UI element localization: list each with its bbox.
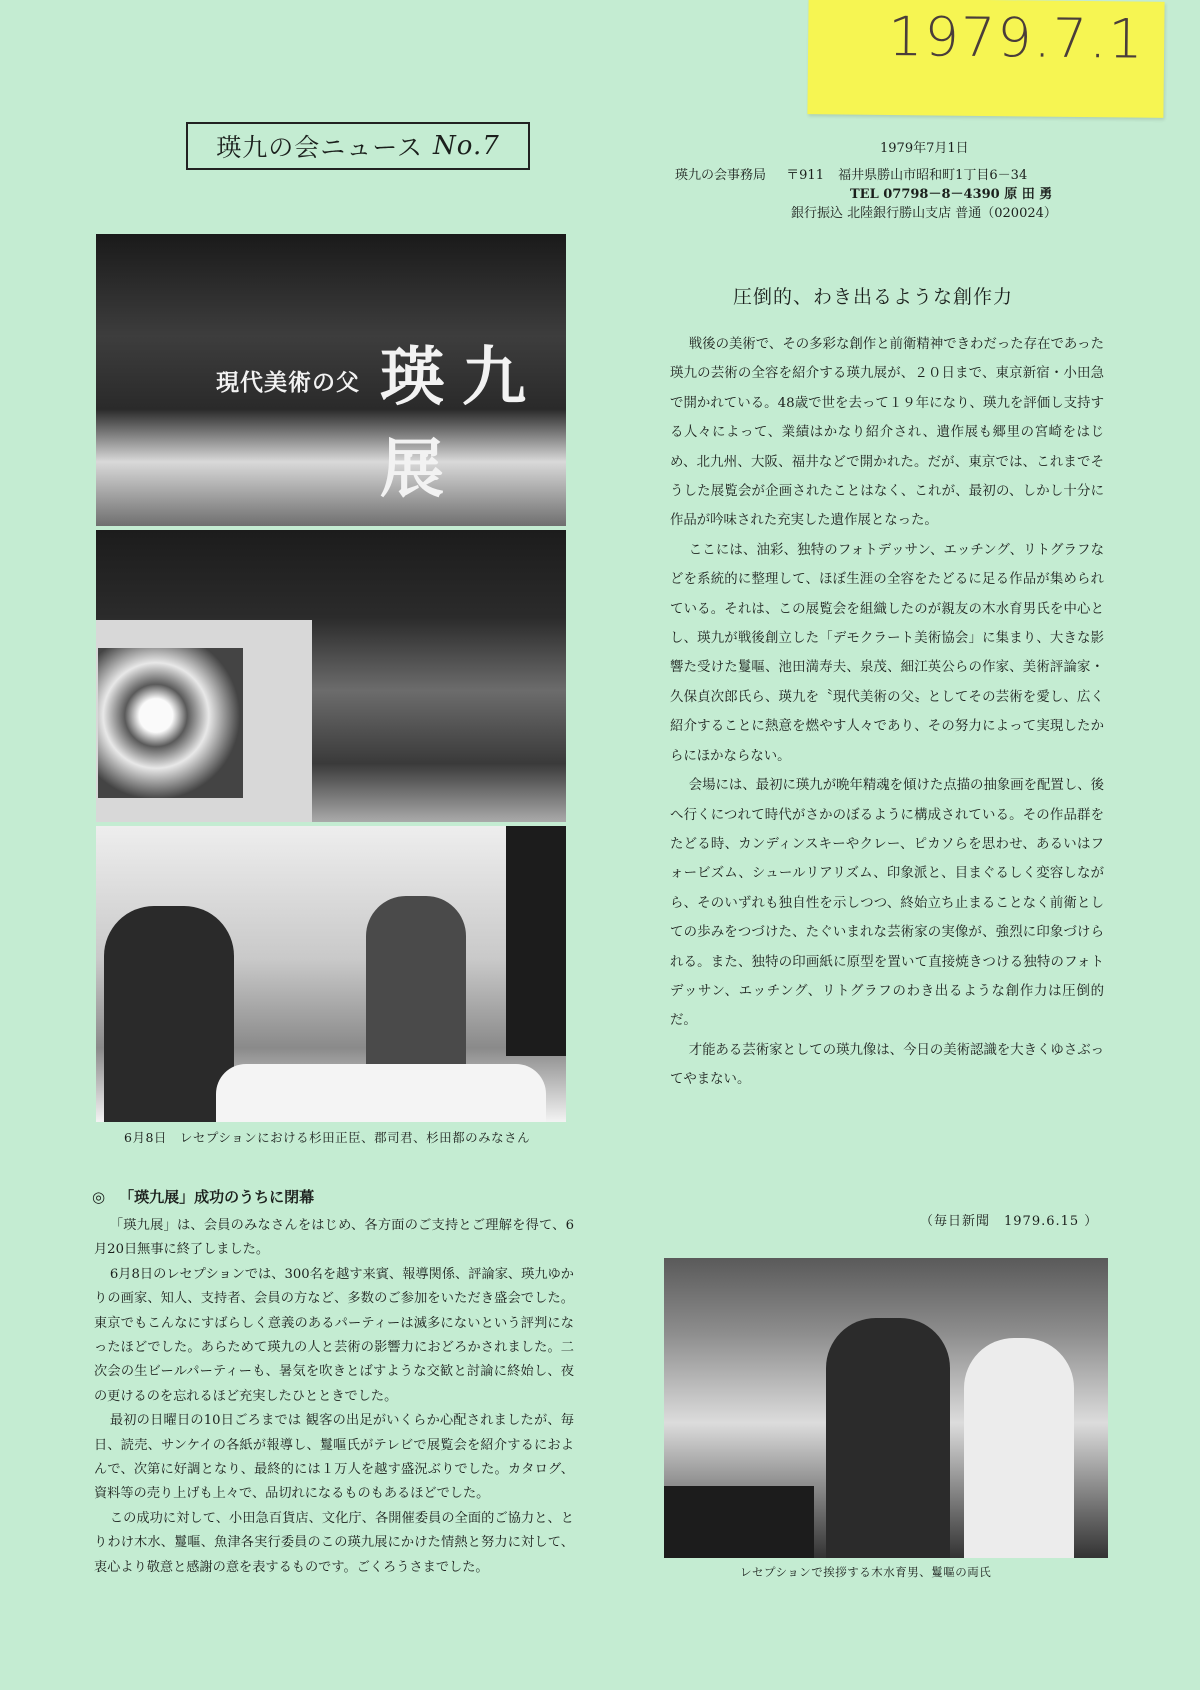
photo-sign-subtitle: 現代美術の父 xyxy=(216,369,360,396)
phone-line: TEL 07798－8－4390 原 田 勇 xyxy=(850,187,1053,202)
report-paragraph: 「瑛九展」は、会員のみなさんをはじめ、各方面のご支持とご理解を得て、6月20日無事に終了しました。 xyxy=(94,1218,574,1258)
report-body xyxy=(94,1214,574,1580)
report-paragraph: この成功に対して、小田急百貨店、文化庁、各開催委員の全面的ご協力と、とりわけ木水、鬘嘔、魚津各実行委員のこの瑛九展にかけた情熱と努力に対して、衷心より敬意と感謝の意を表するものです。ごくろうさまでした。 xyxy=(94,1510,574,1575)
photo-gallery-interior xyxy=(96,530,566,822)
sticky-note-date: 1979.7.1 xyxy=(887,4,1146,71)
speaker-figure xyxy=(826,1318,950,1558)
office-address xyxy=(675,166,1057,223)
photo-reception-speakers xyxy=(96,826,566,1122)
article-paragraph: 戦後の美術で、その多彩な創作と前衛精神できわだった存在であった瑛九の芸術の全容を紹介する瑛九展が、２０日まで、東京新宿・小田急で開かれている。48歳で世を去って１９年になり、瑛九を評価し支持する人々によって、業績はかなり紹介され、遺作展も郷里の宮崎をはじめ、北九州、大阪、福井などで開かれた。だが、東京では、これまでそうした展覧会が企画されたことはなく、これが、最初の、しかし十分に作品が吟味された充実した遺作展となった。 xyxy=(670,337,1104,529)
article-body xyxy=(670,330,1104,1095)
address-line xyxy=(675,166,1057,185)
photo-caption-right: レセプションで挨拶する木水育男、鬘嘔の両氏 xyxy=(740,1565,992,1579)
report-paragraph: 最初の日曜日の10日ごろまでは 観客の出足がいくらか心配されましたが、毎日、読売、サンケイの各紙が報導し、鬘嘔氏がテレビで展覧会を紹介するにおよんで、次第に好調となり、最終的には１万人を越す盛況ぶりでした。カタログ、資料等の売り上げも上々で、品切れになるものもあるほどでした。 xyxy=(94,1413,574,1502)
curtain xyxy=(506,826,566,1056)
guest-figure xyxy=(964,1338,1074,1558)
zip-code: 〒911 xyxy=(786,168,824,183)
article-paragraph: 会場には、最初に瑛九が晩年精魂を傾けた点描の抽象画を配置し、後へ行くにつれて時代がさかのぼるように構成されている。その作品群をたどる時、カンディンスキーやクレー、ピカソらを思わせ、あるいはフォービズム、シュールリアリズム、印象派と、目まぐるしく変容しながら、そのいずれも独自性を示しつつ、終始立ち止まることなく前衛としての歩みをつづけた、たぐいまれな芸術家の実像が、強烈に印象づけられる。また、独特の印画紙に原型を置いて直接焼きつける独特のフォトデッサン、エッチング、リトグラフのわき出るような創作力は圧倒的だ。 xyxy=(670,778,1104,1029)
article-source: （毎日新聞 1979.6.15 ） xyxy=(920,1214,1099,1229)
bank-line: 銀行振込 北陸銀行勝山支店 普通（020024） xyxy=(791,206,1057,221)
masthead-number: No.7 xyxy=(433,131,500,161)
photo-exhibition-entrance xyxy=(96,234,566,526)
flower-arrangement xyxy=(216,1064,546,1122)
street-address: 福井県勝山市昭和町1丁目6－34 xyxy=(838,168,1028,183)
report-heading xyxy=(92,1186,328,1207)
bottles xyxy=(664,1486,814,1558)
report-heading-text: 「瑛九展」成功のうちに閉幕 xyxy=(119,1188,315,1206)
photo-reception-greeting xyxy=(664,1258,1108,1558)
photo-caption-left: 6月8日 レセプションにおける杉田正臣、郡司君、杉田都のみなさん xyxy=(124,1130,531,1145)
sticky-note xyxy=(807,0,1164,118)
article-paragraph: 才能ある芸術家としての瑛九像は、今日の美術認識を大きくゆさぶってやまない。 xyxy=(670,1042,1104,1088)
newsletter-masthead xyxy=(186,122,530,170)
painting xyxy=(98,648,243,798)
article-paragraph: ここには、油彩、独特のフォトデッサン、エッチング、リトグラフなどを系統的に整理して、ほぼ生涯の全容をたどるに足る作品が集められている。それは、この展覧会を組織したのが親友の木水育男氏を中心とし、瑛九が戦後創立した「デモクラート美術協会」に集まり、大きな影響た受けた鬘嘔、池田満寿夫、泉茂、細江英公らの作家、美術評論家・久保貞次郎氏ら、瑛九を〝現代美術の父〟としてその芸術を愛し、広く紹介することに熱意を燃やす人々であり、その努力によって実現したからにほかならない。 xyxy=(670,542,1104,764)
issue-date: 1979年7月1日 xyxy=(880,141,969,156)
report-paragraph: 6月8日のレセプションでは、300名を越す来賓、報導関係、評論家、瑛九ゆかりの画家、知人、支持者、会員の方など、多数のご参加をいただき盛会でした。東京でもこんなにすばらしく意義のあるパーティーは滅多にないという評判になったほどでした。あらためて瑛九の人と芸術の影響力におどろかされました。二次会の生ビールパーティーも、暑気を吹きとばすような交歓と討論に終始し、夜の更けるのを忘れるほど充実したひとときでした。 xyxy=(94,1266,574,1404)
masthead-title: 瑛九の会ニュース xyxy=(216,133,423,162)
photo-sign-title: 瑛九展 xyxy=(380,340,544,507)
bullet-symbol: ◎ xyxy=(92,1188,106,1206)
speaker-figure xyxy=(104,906,234,1122)
office-name: 瑛九の会事務局 xyxy=(675,168,767,183)
article-headline: 圧倒的、わき出るような創作力 xyxy=(733,286,1014,308)
